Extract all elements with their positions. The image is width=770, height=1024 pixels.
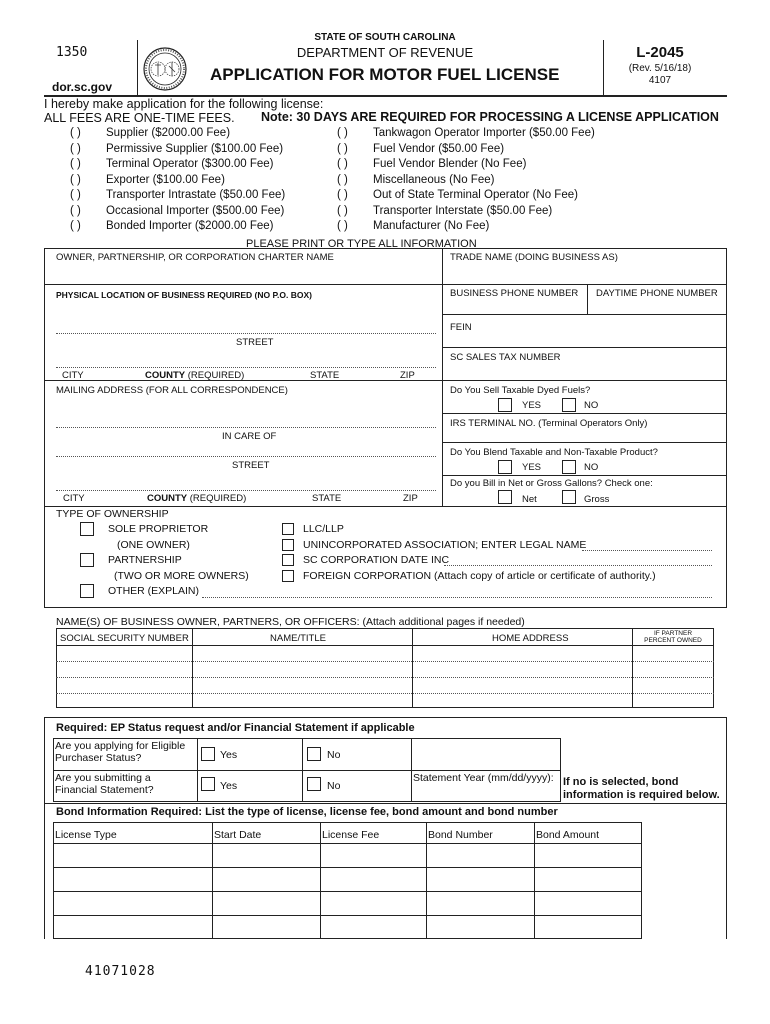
street-line (56, 333, 436, 334)
row-rule (44, 284, 727, 285)
other-checkbox[interactable] (80, 584, 94, 598)
blend-no-checkbox[interactable] (562, 460, 576, 474)
city2-line (56, 490, 436, 491)
license-option-label: Tankwagon Operator Importer ($50.00 Fee) (373, 127, 595, 139)
net-label: Net (522, 494, 537, 505)
bond-row-rule (53, 843, 642, 844)
required-text: (REQUIRED) (189, 493, 247, 504)
partnership-label: PARTNERSHIP (108, 554, 182, 566)
blend-yes-label: YES (522, 462, 542, 473)
bond-row-rule (53, 891, 642, 892)
ssn-header: SOCIAL SECURITY NUMBER (60, 633, 189, 644)
two-owners-label: (TWO OR MORE OWNERS) (114, 570, 249, 582)
street2-label: STREET (232, 460, 270, 471)
trade-name-label: TRADE NAME (DOING BUSINESS AS) (450, 252, 618, 263)
owners-col-divider (632, 628, 633, 708)
license-checkbox[interactable]: ( ) (337, 158, 348, 170)
foreign-corporation-checkbox[interactable] (282, 570, 294, 582)
phone-divider (587, 284, 588, 314)
bond-col-start-date: Start Date (214, 829, 262, 841)
revision: (Rev. 5/16/18) (628, 63, 692, 74)
row-rule (44, 506, 727, 507)
gross-checkbox[interactable] (562, 490, 576, 504)
state2-label: STATE (312, 493, 342, 504)
license-option-label: Transporter Interstate ($50.00 Fee) (373, 205, 553, 217)
irs-terminal-label: IRS TERMINAL NO. (Terminal Operators Only) (450, 418, 648, 429)
dyed-yes-checkbox[interactable] (498, 398, 512, 412)
unincorporated-checkbox[interactable] (282, 539, 294, 551)
license-option-label: Out of State Terminal Operator (No Fee) (373, 189, 578, 201)
partner-percent-header (632, 630, 714, 644)
financial-statement-question (55, 772, 154, 796)
header-divider-right (603, 40, 604, 95)
barcode-number: 41071028 (85, 964, 156, 979)
processing-note: Note: 30 DAYS ARE REQUIRED FOR PROCESSING A LICENSE APPLICATION (261, 110, 719, 124)
ep-col-divider (302, 738, 303, 802)
license-option-label: Supplier ($2000.00 Fee) (106, 127, 231, 139)
bill-question: Do you Bill in Net or Gross Gallons? Check one: (450, 478, 653, 489)
physical-location-label: PHYSICAL LOCATION OF BUSINESS REQUIRED (NO P.O. BOX) (56, 290, 312, 300)
ep-col-divider (197, 738, 198, 802)
state-label: STATE (310, 370, 340, 381)
foreign-corporation-label: FOREIGN CORPORATION (Attach copy of article or certificate of authority.) (303, 570, 656, 582)
financial-q-line1: Are you submitting a (55, 772, 151, 784)
license-option-label: Terminal Operator ($300.00 Fee) (106, 158, 274, 170)
header-divider-left (137, 40, 138, 95)
owners-col-divider (192, 628, 193, 708)
form-code-left: 1350 (56, 45, 88, 60)
form-id: 4107 (648, 75, 672, 86)
website: dor.sc.gov (52, 80, 113, 94)
ownership-heading: TYPE OF OWNERSHIP (56, 508, 169, 520)
ep-col-divider (411, 738, 412, 802)
license-option-label: Miscellaneous (No Fee) (373, 174, 495, 186)
bond-row-rule (53, 867, 642, 868)
bond-col-divider (534, 822, 535, 939)
license-checkbox[interactable]: ( ) (337, 205, 348, 217)
blend-question: Do You Blend Taxable and Non-Taxable Product? (450, 447, 658, 458)
form-title: APPLICATION FOR MOTOR FUEL LICENSE (210, 65, 560, 84)
bond-heading: Bond Information Required: List the type of license, license fee, bond amount and bond number (56, 806, 558, 818)
bond-col-divider (320, 822, 321, 939)
mailing-label: MAILING ADDRESS (FOR ALL CORRESPONDENCE) (56, 385, 288, 396)
license-checkbox[interactable]: ( ) (337, 174, 348, 186)
license-option-label: Bonded Importer ($2000.00 Fee) (106, 220, 274, 232)
net-checkbox[interactable] (498, 490, 512, 504)
name-title-header: NAME/TITLE (270, 633, 326, 644)
unincorporated-label: UNINCORPORATED ASSOCIATION; ENTER LEGAL NAME (303, 539, 587, 551)
dyed-no-label: NO (584, 400, 599, 411)
row-rule (442, 413, 727, 414)
row-rule (442, 347, 727, 348)
blend-no-label: NO (584, 462, 599, 473)
eligible-q-line1: Are you applying for Eligible (55, 740, 186, 752)
fees-line: ALL FEES ARE ONE-TIME FEES. (44, 111, 235, 125)
required-text: (REQUIRED) (187, 370, 245, 381)
home-address-header: HOME ADDRESS (492, 633, 569, 644)
street2-line (56, 456, 436, 457)
license-checkbox[interactable]: ( ) (70, 174, 81, 186)
license-option-label: Fuel Vendor Blender (No Fee) (373, 158, 527, 170)
bond-col-divider (426, 822, 427, 939)
owner-name-label: OWNER, PARTNERSHIP, OR CORPORATION CHARTER NAME (56, 252, 334, 263)
owners-col-divider (412, 628, 413, 708)
gross-label: Gross (584, 494, 610, 505)
city-line (56, 367, 436, 368)
financial-no-checkbox[interactable] (307, 777, 321, 791)
other-explain-line[interactable] (202, 597, 712, 598)
llc-label: LLC/LLP (303, 523, 344, 535)
dyed-no-checkbox[interactable] (562, 398, 576, 412)
city-label: CITY (62, 370, 84, 381)
city2-label: CITY (63, 493, 85, 504)
license-option-label: Fuel Vendor ($50.00 Fee) (373, 143, 505, 155)
owners-row-line[interactable] (56, 693, 714, 694)
eligible-no-label: No (327, 749, 341, 761)
sales-tax-label: SC SALES TAX NUMBER (450, 352, 561, 363)
eligible-q-line2: Purchaser Status? (55, 752, 142, 764)
bond-note-line2: information is required below. (563, 789, 720, 801)
bond-col-license-type: License Type (55, 829, 117, 841)
county-text: COUNTY (145, 370, 186, 381)
license-option-label: Exporter ($100.00 Fee) (106, 174, 225, 186)
license-checkbox[interactable]: ( ) (337, 127, 348, 139)
bond-col-bond-number: Bond Number (428, 829, 493, 841)
in-care-of-line (56, 427, 436, 428)
license-checkbox[interactable]: ( ) (70, 127, 81, 139)
bond-col-license-fee: License Fee (322, 829, 380, 841)
business-phone-label: BUSINESS PHONE NUMBER (450, 288, 579, 299)
license-option-label: Manufacturer (No Fee) (373, 220, 490, 232)
dyed-fuel-question: Do You Sell Taxable Dyed Fuels? (450, 385, 591, 396)
intro-line: I hereby make application for the following license: (44, 97, 324, 111)
partnership-checkbox[interactable] (80, 553, 94, 567)
form-number: L-2045 (636, 44, 684, 61)
zip2-label: ZIP (403, 493, 418, 504)
bond-row-rule (53, 938, 642, 939)
other-label: OTHER (EXPLAIN) (108, 585, 200, 597)
state-seal-icon (143, 47, 187, 91)
state-seal (143, 47, 187, 91)
statement-year-label: Statement Year (mm/dd/yyyy): (413, 772, 554, 784)
date-inc-line[interactable] (444, 565, 712, 566)
sole-proprietor-checkbox[interactable] (80, 522, 94, 536)
row-rule (44, 380, 727, 381)
dyed-yes-label: YES (522, 400, 542, 411)
partner-percent-line1: IF PARTNER (653, 630, 693, 637)
blend-yes-checkbox[interactable] (498, 460, 512, 474)
license-checkbox[interactable]: ( ) (70, 143, 81, 155)
license-checkbox[interactable]: ( ) (70, 189, 81, 201)
license-checkbox[interactable]: ( ) (337, 143, 348, 155)
zip-label: ZIP (400, 370, 415, 381)
sc-corporation-label: SC CORPORATION DATE INC (303, 554, 450, 566)
license-checkbox[interactable]: ( ) (70, 220, 81, 232)
ep-row-rule (53, 770, 561, 771)
info-column-divider (442, 248, 443, 506)
eligible-purchaser-question (55, 740, 185, 764)
financial-q-line2: Financial Statement? (55, 784, 154, 796)
financial-yes-checkbox[interactable] (201, 777, 215, 791)
sc-corporation-checkbox[interactable] (282, 554, 294, 566)
row-rule (442, 475, 727, 476)
department: DEPARTMENT OF REVENUE (296, 45, 474, 60)
in-care-of-label: IN CARE OF (222, 431, 277, 442)
print-notice: PLEASE PRINT OR TYPE ALL INFORMATION (246, 238, 477, 250)
sole-proprietor-label: SOLE PROPRIETOR (108, 523, 209, 535)
license-option-label: Transporter Intrastate ($50.00 Fee) (106, 189, 286, 201)
bond-col-bond-amount: Bond Amount (536, 829, 600, 841)
bond-row-rule (53, 915, 642, 916)
ep-heading: Required: EP Status request and/or Financial Statement if applicable (56, 722, 415, 734)
owners-row-line[interactable] (56, 661, 714, 662)
financial-no-label: No (327, 780, 341, 792)
owners-row-line[interactable] (56, 677, 714, 678)
county2-label (147, 493, 246, 504)
legal-name-line[interactable] (582, 550, 712, 551)
county-text: COUNTY (147, 493, 188, 504)
state-name: STATE OF SOUTH CAROLINA (314, 32, 456, 43)
eligible-yes-label: Yes (220, 749, 238, 761)
owners-row-rule (56, 645, 714, 646)
license-option-label: Occasional Importer ($500.00 Fee) (106, 205, 285, 217)
street-label: STREET (236, 337, 274, 348)
bond-note-line1: If no is selected, bond (563, 776, 679, 788)
one-owner-label: (ONE OWNER) (117, 539, 190, 551)
bond-note (563, 776, 720, 802)
license-checkbox[interactable]: ( ) (337, 189, 348, 201)
fein-label: FEIN (450, 322, 472, 333)
owners-heading: NAME(S) OF BUSINESS OWNER, PARTNERS, OR OFFICERS: (Attach additional pages if needed) (56, 616, 525, 628)
row-rule (442, 442, 727, 443)
partner-percent-line2: PERCENT OWNED (644, 637, 702, 644)
daytime-phone-label: DAYTIME PHONE NUMBER (596, 288, 718, 299)
eligible-no-checkbox[interactable] (307, 747, 321, 761)
license-checkbox[interactable]: ( ) (337, 220, 348, 232)
license-checkbox[interactable]: ( ) (70, 205, 81, 217)
license-checkbox[interactable]: ( ) (70, 158, 81, 170)
ep-section-rule (44, 803, 727, 804)
llc-checkbox[interactable] (282, 523, 294, 535)
eligible-yes-checkbox[interactable] (201, 747, 215, 761)
financial-yes-label: Yes (220, 780, 238, 792)
bond-col-divider (212, 822, 213, 939)
row-rule (442, 314, 727, 315)
license-option-label: Permissive Supplier ($100.00 Fee) (106, 143, 284, 155)
